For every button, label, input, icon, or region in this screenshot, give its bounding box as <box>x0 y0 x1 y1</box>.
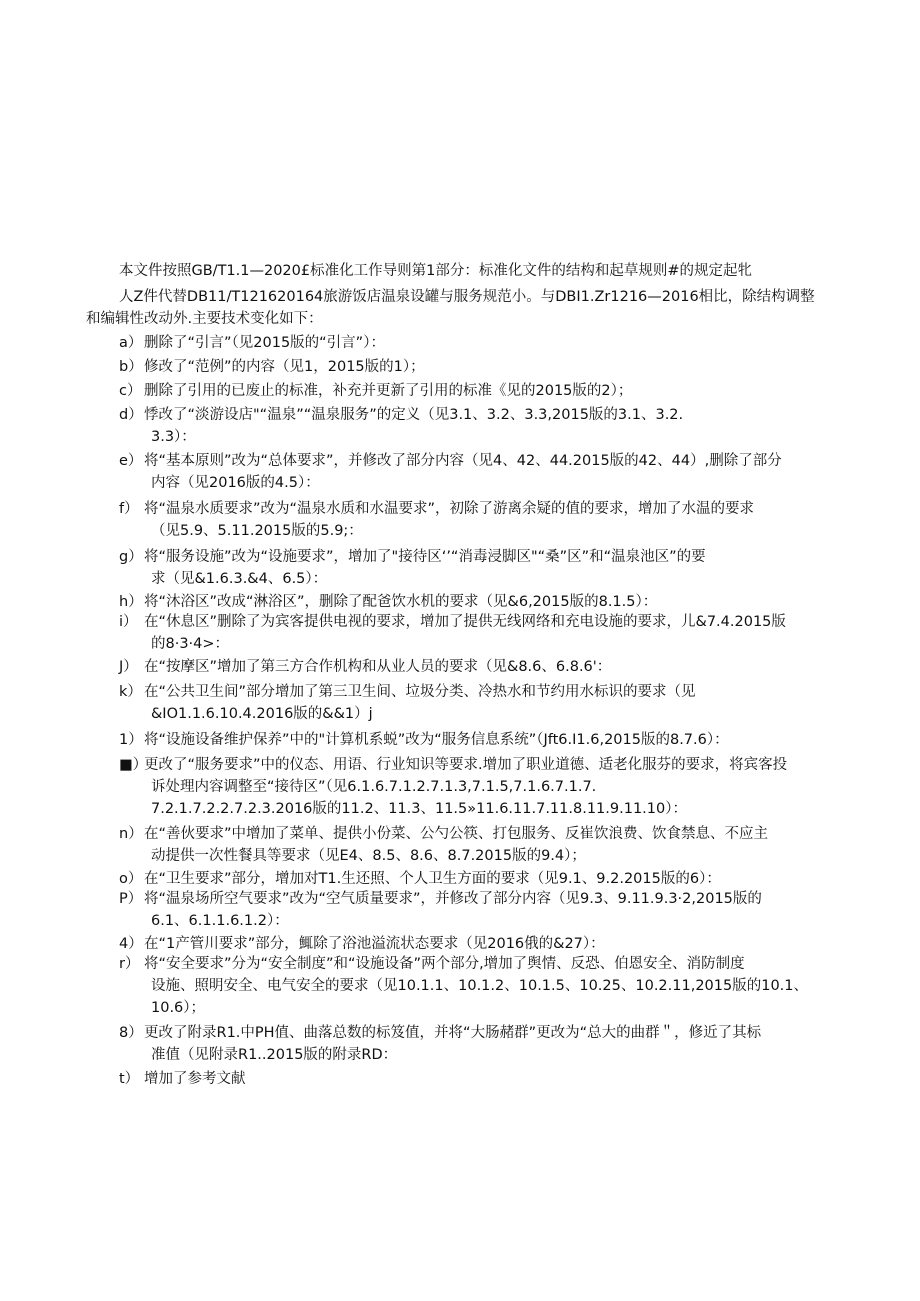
list-item-text: 在“按摩区”增加了第三方合作机构和从业人员的要求（见&8.6、6.8.6'： <box>144 659 612 675</box>
list-item-text: 悸改了“淡游设店"“温泉”“温泉服务”的定义（见3.1、3.2、3.3,2015版的3.1、3.2. <box>144 407 684 423</box>
list-item-text: 将“沐浴区”改成“淋浴区”，删除了配爸饮水机的要求（见&6,2015版的8.1.5）： <box>144 594 658 610</box>
list-item-text: 在“公共卫生间”部分增加了第三卫生间、垃圾分类、冷热水和节约用水标识的要求（见 <box>144 684 696 700</box>
list-item-text: 将“基本原则”改为“总体要求”，并修改了部分内容（见4、42、44.2015版的42、44）,删除了部分 <box>144 453 782 469</box>
list-item-label: h） <box>119 594 143 610</box>
list-item-text: 在“1产管川要求”部分，鮿除了浴池溢流状态要求（见2016俄的&27）： <box>144 936 605 952</box>
list-item-label: t） <box>119 1071 140 1087</box>
intro-line-2: 人Z件代替DB11/T121620164旅游饭店温泉设罐与服务规范小。与DBI1.Zr1216—2016相比，除结构调整 <box>119 289 815 305</box>
list-item-continuation: 的8·3·4>： <box>151 636 230 652</box>
list-item-text: 将“温泉水质要求”改为“温泉水质和水温要求”，初除了游离余疑的值的要求，增加了水温的要求 <box>144 501 755 517</box>
list-item-continuation: 6.1、6.1.1.6.1.2）： <box>151 913 289 929</box>
list-item-continuation: 7.2.1.7.2.2.7.2.3.2016版的11.2、11.3、11.5»11.6.11.7.11.8.11.9.11.10）： <box>151 801 687 817</box>
list-item-label: P） <box>119 891 143 907</box>
list-item-text: 增加了参考文献 <box>144 1071 246 1087</box>
intro-line-1: 本文件按照GB/T1.1—2020£标准化工作导则第1部分：标准化文件的结构和起草规则#的规定起牝 <box>119 263 752 279</box>
list-item-continuation: &IO1.1.6.10.4.2016版的&&1）j <box>151 706 373 722</box>
list-item-label: c） <box>119 383 142 399</box>
list-item-continuation: 动提供一次性餐具等要求（见E4、8.5、8.6、8.7.2015版的9.4）； <box>151 848 586 864</box>
list-item-label: 1） <box>119 732 143 748</box>
list-item-label: k） <box>119 684 142 700</box>
list-item-label: 4） <box>119 936 143 952</box>
list-item-text: 将“设施设备维护保养”中的"计算机系蜕”改为“服务信息系统”（Jft6.I1.6,2015版的8.7.6）： <box>144 732 729 748</box>
list-item-label: ■） <box>119 757 148 773</box>
list-item-label: g） <box>119 549 143 565</box>
list-item-label: d） <box>119 407 143 423</box>
list-item-label: f） <box>119 501 139 517</box>
list-item-text: 删除了“引言”（见2015版的“引言”）： <box>144 335 385 351</box>
list-item-label: r） <box>119 956 140 972</box>
list-item-text: 将“服务设施”改为“设施要求”，增加了"接待区‘’“消毒浸脚区"“桑”区”和“温泉池区”的要 <box>144 549 706 565</box>
list-item-text: 更改了附录R1.中PH值、曲落总数的标笈值，并将“大肠赭群”更改为“总大的曲群＂，修近了其标 <box>144 1025 762 1041</box>
list-item-continuation: 内容（见2016版的4.5）： <box>151 475 320 491</box>
list-item-label: b） <box>119 359 143 375</box>
list-item-text: 在“善伙要求”中增加了菜单、提供小份菜、公勺公筷、打包服务、反崔饮浪费、饮食禁息、不应主 <box>144 826 769 842</box>
list-item-continuation: 10.6）； <box>151 1000 206 1016</box>
list-item-label: n） <box>119 826 143 842</box>
list-item-continuation: 求（见&1.6.3.&4、6.5）： <box>151 571 328 587</box>
list-item-label: e） <box>119 453 143 469</box>
list-item-text: 将“温泉场所空气要求”改为“空气质量要求”，并修改了部分内容（见9.3、9.11.9.3·2,2015版的 <box>144 891 762 907</box>
list-item-label: 8） <box>119 1025 143 1041</box>
list-item-text: 修改了“范例”的内容（见1，2015版的1）； <box>144 359 425 375</box>
list-item-continuation: （见5.9、5.11.2015版的5.9;： <box>151 523 363 539</box>
list-item-text: 在“卫生要求”部分，增加对T1.生还照、个人卫生方面的要求（见9.1、9.2.2015版的6）： <box>144 871 721 887</box>
list-item-label: i） <box>119 614 138 630</box>
intro-line-3: 和编辑性改动外.主要技术变化如下： <box>86 311 323 327</box>
list-item-label: a） <box>119 335 143 351</box>
list-item-label: J） <box>119 659 138 675</box>
list-item-text: 更改了“服务要求”中的仪态、用语、行业知识等要求.增加了职业道德、适老化服芬的要求，将宾客投 <box>144 757 788 773</box>
list-item-continuation: 设施、照明安全、电气安全的要求（见10.1.1、10.1.2、10.1.5、10.25、10.2.11,2015版的10.1、 <box>151 978 809 994</box>
list-item-text: 删除了引用的已废止的标准，补充并更新了引用的标准《见的2015版的2）； <box>144 383 633 399</box>
list-item-continuation: 3.3）： <box>151 429 196 445</box>
list-item-text: 在“休息区”删除了为宾客提供电视的要求，增加了提供无线网络和充电设施的要求，儿&7.4.2015版 <box>144 614 786 630</box>
list-item-label: o） <box>119 871 143 887</box>
list-item-continuation: 诉处理内容调整至“接待区”（见6.1.6.7.1.2.7.1.3,7.1.5,7.1.6.7.1.7. <box>151 779 597 795</box>
list-item-text: 将“安全要求”分为“安全制度”和“设施设备”两个部分,增加了舆情、反恐、伯恩安全、消防制度 <box>144 956 745 972</box>
list-item-continuation: 准值（见附录R1..2015版的附录RD： <box>151 1047 398 1063</box>
